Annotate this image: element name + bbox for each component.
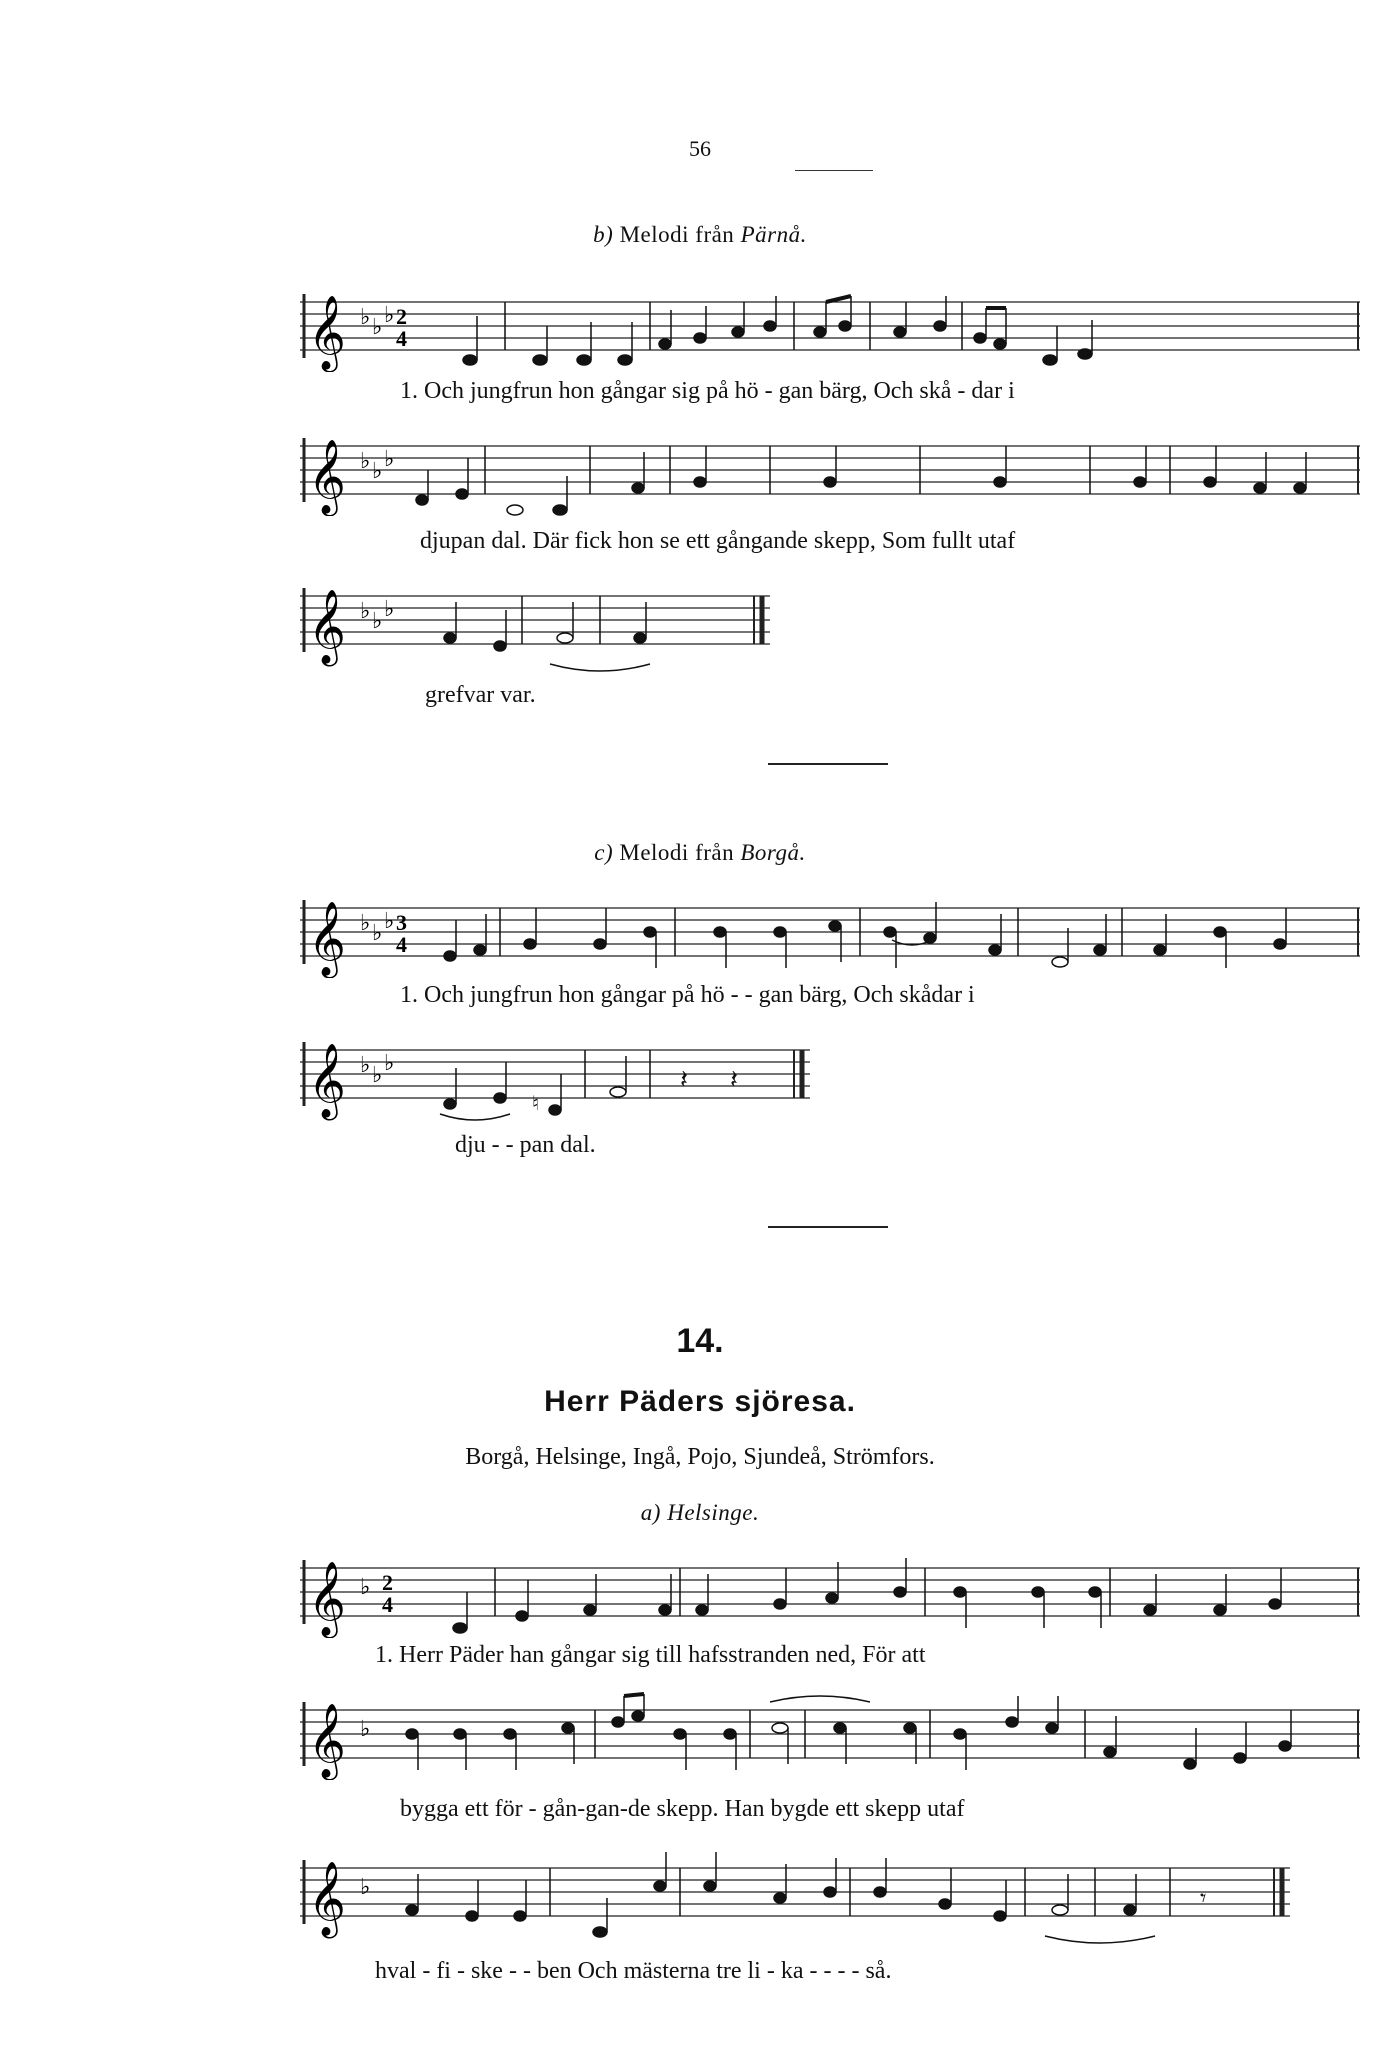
svg-text:♭: ♭ <box>384 909 395 934</box>
svg-text:♭: ♭ <box>360 1575 371 1600</box>
section-c-heading-text: Melodi från <box>619 840 735 865</box>
section-b-lyrics-line-1: 1. Och jungfrun hon gångar sig på hö - gan bärg, Och skå - dar i <box>400 378 1015 404</box>
section-c-place: Borgå. <box>740 840 806 865</box>
music-staff-b3 <box>300 576 770 676</box>
music-staff-c1 <box>300 888 1360 978</box>
svg-text:4: 4 <box>382 1592 393 1617</box>
section-c-lyrics-line-2: dju - - pan dal. <box>455 1132 596 1158</box>
time-signature-c <box>396 910 407 957</box>
section-b-lyrics-line-3: grefvar var. <box>425 682 536 708</box>
svg-text:♮: ♮ <box>532 1093 540 1115</box>
svg-text:𝄞: 𝄞 <box>308 902 346 976</box>
svg-text:𝄞: 𝄞 <box>308 590 346 664</box>
music-staff-a1 <box>300 1548 1360 1638</box>
music-staff-a3 <box>300 1848 1290 1948</box>
svg-text:4: 4 <box>396 932 407 957</box>
page-number-rule <box>795 170 873 171</box>
svg-text:♭: ♭ <box>372 315 383 340</box>
svg-text:♭: ♭ <box>360 449 371 474</box>
svg-text:𝄞: 𝄞 <box>308 1704 346 1778</box>
svg-text:♭: ♭ <box>372 609 383 634</box>
svg-text:4: 4 <box>396 326 407 351</box>
page-number: 56 <box>689 136 711 161</box>
svg-text:♭: ♭ <box>360 305 371 330</box>
song-sub-heading <box>0 1500 1400 1526</box>
song-lyrics-line-2: bygga ett för - gån-gan-de skepp. Han bygde ett skepp utaf <box>400 1796 965 1822</box>
section-b-lyrics-line-2: djupan dal. Där fick hon se ett gångande skepp, Som fullt utaf <box>420 528 1016 554</box>
section-b-marker: b) <box>593 222 614 247</box>
svg-text:♭: ♭ <box>384 303 395 328</box>
divider-1 <box>768 763 888 765</box>
svg-text:♭: ♭ <box>360 911 371 936</box>
music-staff-c2 <box>300 1030 810 1130</box>
svg-text:𝄾: 𝄾 <box>1200 1886 1207 1912</box>
svg-text:♭: ♭ <box>384 1051 395 1076</box>
section-c-marker: c) <box>594 840 614 865</box>
svg-text:♭: ♭ <box>360 1717 371 1742</box>
svg-text:2: 2 <box>382 1570 393 1595</box>
song-number: 14. <box>676 1322 724 1360</box>
section-b-heading-text: Melodi från <box>619 222 735 247</box>
svg-text:♭: ♭ <box>372 1063 383 1088</box>
svg-text:♭: ♭ <box>360 1053 371 1078</box>
svg-text:𝄞: 𝄞 <box>308 1044 346 1118</box>
svg-text:3: 3 <box>396 910 407 935</box>
svg-text:𝄞: 𝄞 <box>308 440 346 514</box>
svg-text:♭: ♭ <box>384 447 395 472</box>
section-c-heading <box>0 840 1400 866</box>
song-lyrics-line-3: hval - fi - ske - - ben Och mästerna tre li - ka - - - - så. <box>375 1958 892 1984</box>
svg-text:♭: ♭ <box>360 599 371 624</box>
section-c-lyrics-line-1: 1. Och jungfrun hon gångar på hö - - gan bärg, Och skådar i <box>400 982 975 1008</box>
svg-text:♭: ♭ <box>372 921 383 946</box>
svg-text:𝄽: 𝄽 <box>680 1065 688 1094</box>
svg-text:𝄞: 𝄞 <box>308 1862 346 1936</box>
song-title: Herr Päders sjöresa. <box>544 1385 856 1418</box>
svg-text:♭: ♭ <box>372 459 383 484</box>
time-signature-a <box>382 1570 393 1617</box>
svg-text:♭: ♭ <box>360 1875 371 1900</box>
section-b-heading <box>0 222 1400 248</box>
song-sub-marker: a) <box>640 1500 661 1525</box>
section-b-place: Pärnå. <box>740 222 807 247</box>
music-staff-b1 <box>300 282 1360 372</box>
song-lyrics-line-1: 1. Herr Päder han gångar sig till hafsstranden ned, För att <box>375 1642 926 1668</box>
svg-text:♭: ♭ <box>384 597 395 622</box>
svg-text:𝄞: 𝄞 <box>308 1562 346 1636</box>
svg-text:𝄞: 𝄞 <box>308 296 346 370</box>
music-staff-b2 <box>300 426 1360 516</box>
song-sub-place: Helsinge. <box>667 1500 760 1525</box>
music-staff-a2 <box>300 1690 1360 1780</box>
time-signature-b <box>396 304 407 351</box>
svg-text:2: 2 <box>396 304 407 329</box>
svg-text:𝄽: 𝄽 <box>730 1065 738 1094</box>
divider-2 <box>768 1226 888 1228</box>
song-places: Borgå, Helsinge, Ingå, Pojo, Sjundeå, Strömfors. <box>465 1444 935 1470</box>
